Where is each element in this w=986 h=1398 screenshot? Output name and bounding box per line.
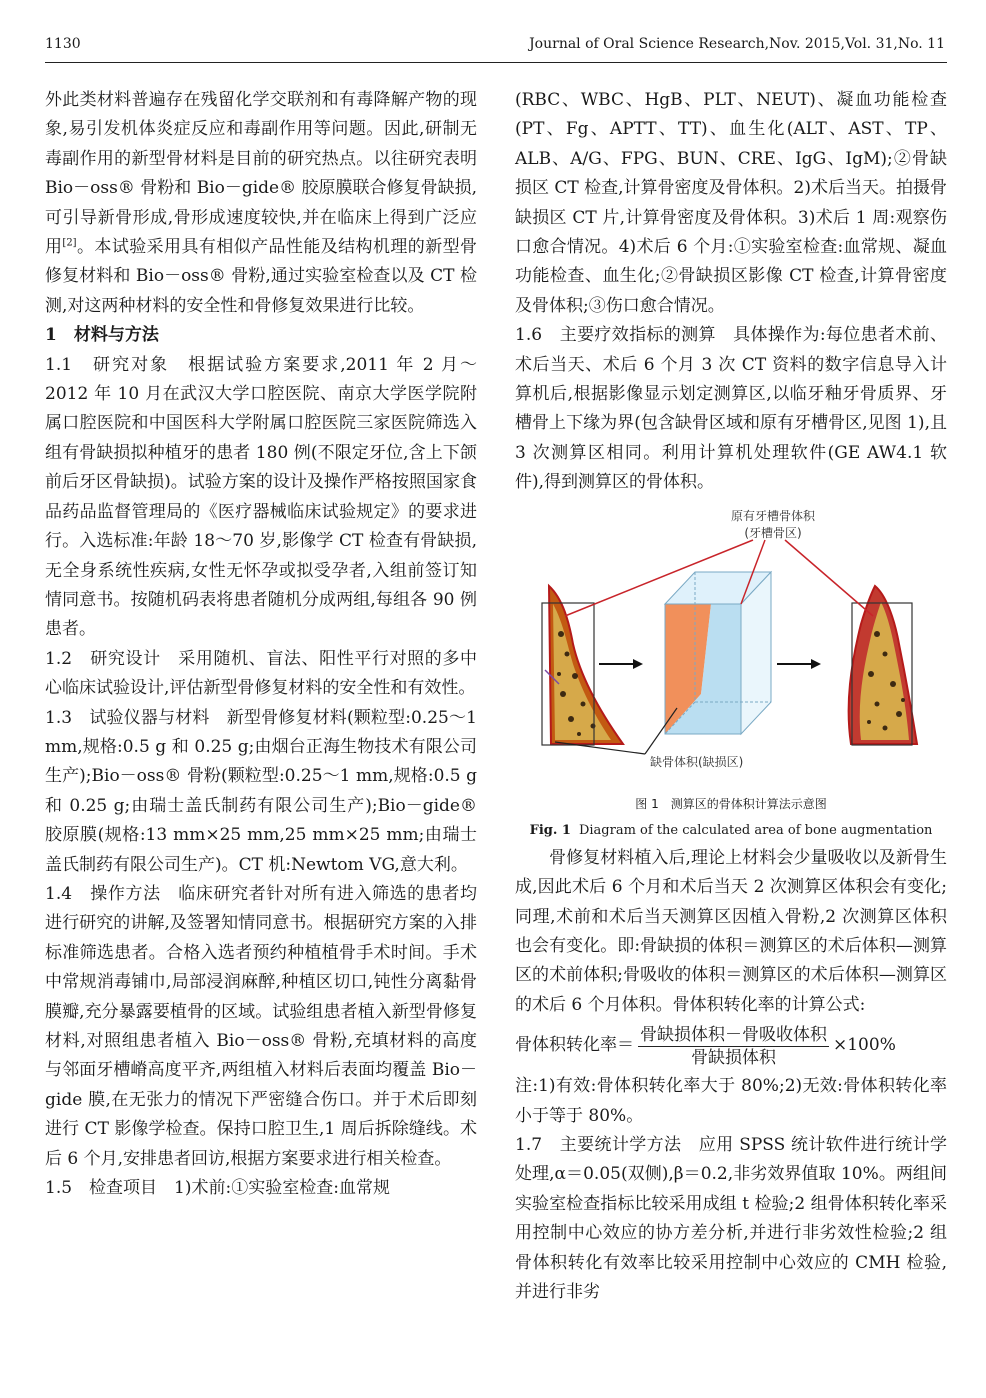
section-1-2: [45, 645, 477, 704]
reference-mark: [2]: [62, 237, 77, 249]
section-text-1-1: 根据试验方案要求,2011 年 2 月～2012 年 10 月在武汉大学口腔医院、南京大学医学院附属口腔医院和中国医科大学附属口腔医院三家医院筛选入组有骨缺损拟种植牙的患者 180 例(不限定牙位,含上下颌前后牙区骨缺损)。试验方案的设计及操作严格按照国家食品药品监督管理局的《医疗器械临床试验规定》的要求进行。入选标准:年龄 18～70 岁,影像学 CT 检查有骨缺损,无全身系统性疾病,女性无怀孕或拟受孕者,入组前签订知情同意书。按随机码表将患者随机分成两组,每组各 90 例患者。: [45, 354, 477, 640]
box-arrow-head: [811, 659, 821, 669]
section-1-7: [515, 1131, 947, 1307]
section-text-1-6: 具体操作为:每位患者术前、术后当天、术后 6 个月 3 次 CT 资料的数字信息导入计算机后,根据影像显示划定测算区,以临牙釉牙骨质界、牙槽骨上下缘为界(包含缺骨区域和原有牙槽骨区,见图 1),且 3 次测算区相同。利用计算机处理软件(GE AW4.1 软件),得到测算区的骨体积。: [515, 325, 947, 493]
section-text-1-7: 应用 SPSS 统计软件进行统计学处理,α＝0.05(双侧),β＝0.2,非劣效界值取 10%。两组间实验室检查指标比较采用成组 t 检验;2 组骨体积转化率采用控制中心效应的协方差分析,并进行非劣效性检验;2 组骨体积转化有效率比较采用控制中心效应的 CMH 检验,并进行非劣: [515, 1134, 947, 1302]
formula-denominator: 骨缺损体积: [691, 1047, 776, 1068]
section-title-1-2: 1.2 研究设计: [45, 648, 161, 669]
label-alveolar-region: (牙槽骨区): [744, 525, 802, 540]
volume-paragraph: 骨修复材料植入后,理论上材料会少量吸收以及新骨生成,因此术后 6 个月和术后当天 2 次测算区体积会有变化;同理,术前和术后当天测算区因植入骨粉,2 次测算区体积也会有变化。即:骨缺损的体积＝测算区的术后体积—测算区的术前体积;骨吸收的体积＝测算区的术后体积—测算区的术后 6 个月体积。骨体积转化率的计算公式:: [515, 847, 947, 1015]
formula-rhs: ×100%: [833, 1035, 896, 1056]
figure-caption-en: [515, 816, 947, 845]
intro-text: 外此类材料普遍存在残留化学交联剂和有毒降解产物的现象,易引发机体炎症反应和毒副作用等问题。因此,研制无毒副作用的新型骨材料是目前的研究热点。以往研究表明 Bio－oss® 骨粉和 Bio－gide® 胶原膜联合修复骨缺损,可引导新骨形成,骨形成速度较快,并在临床上得到广泛应用: [45, 90, 477, 258]
figure-1: [515, 504, 947, 844]
formula-lhs: 骨体积转化率＝: [515, 1035, 634, 1056]
label-original-bone-volume: 原有牙槽骨体积: [730, 508, 816, 523]
label-defect-volume: 缺骨体积(缺损区): [650, 754, 744, 769]
formula-fraction: [638, 1024, 829, 1069]
figure-label-en: Fig. 1: [529, 822, 571, 838]
formula-note: 注:1)有效:骨体积转化率大于 80%;2)无效:骨体积转化率小于等于 80%。: [515, 1076, 947, 1126]
left-arrow-head: [633, 659, 643, 669]
section-1-5-continued: (RBC、WBC、HgB、PLT、NEUT)、凝血功能检查(PT、Fg、APTT、TT)、血生化(ALT、AST、TP、ALB、A/G、FPG、BUN、CRE、IgG、IgM);②骨缺损区 CT 检查,计算骨密度及骨体积。2)术后当天。拍摄骨缺损区 CT 片,计算骨密度及骨体积。3)术后 1 周:观察伤口愈合情况。4)术后 6 个月:①实验室检查:血常规、凝血功能检查、血生化;②骨缺损区影像 CT 检查,计算骨密度及骨体积;③伤口愈合情况。: [515, 90, 948, 316]
journal-citation: Journal of Oral Science Research,Nov. 2015,Vol. 31,No. 11: [529, 36, 945, 52]
figure-caption-cn: 图 1 测算区的骨体积计算法示意图: [635, 796, 827, 811]
section-title-1: 1 材料与方法: [45, 325, 159, 346]
section-title-1-3: 1.3 试验仪器与材料: [45, 707, 210, 728]
section-1-4: [45, 880, 477, 1174]
section-title-1-6: 1.6 主要疗效指标的测算: [515, 325, 716, 346]
section-1-6: [515, 321, 947, 497]
conversion-formula: [515, 1020, 947, 1072]
formula-numerator: 骨缺损体积－骨吸收体积: [640, 1024, 827, 1045]
section-title-1-7: 1.7 主要统计学方法: [515, 1134, 682, 1155]
section-title-1-4: 1.4 操作方法: [45, 883, 161, 904]
left-column: [45, 86, 477, 1203]
figure-caption-en-text: Diagram of the calculated area of bone augmentation: [578, 822, 933, 838]
page-header: [45, 36, 945, 58]
page-number: 1130: [45, 36, 81, 52]
right-column: [515, 86, 947, 1307]
intro-paragraph: [45, 86, 477, 321]
section-text-1-4: 临床研究者针对所有进入筛选的患者均进行研究的讲解,及签署知情同意书。根据研究方案的入排标准筛选患者。合格入选者预约种植植骨手术时间。手术中常规消毒铺巾,局部浸润麻醉,种植区切口,钝性分离黏骨膜瓣,充分暴露要植骨的区域。试验组患者植入新型骨修复材料,对照组患者植入 Bio－oss® 骨粉,充填材料的高度与邻面牙槽嵴高度平齐,两组植入材料后表面均覆盖 Bio－gide 膜,在无张力的情况下严密缝合伤口。并于术后即刻进行 CT 影像学检查。保持口腔卫生,1 周后拆除缝线。术后 6 个月,安排患者回访,根据方案要求进行相关检查。: [45, 883, 477, 1169]
section-title-1-5: 1.5 检查项目: [45, 1178, 158, 1199]
section-title-1-1: 1.1 研究对象: [45, 354, 170, 375]
section-1-3: [45, 704, 477, 880]
intro-text-2: 。本试验采用具有相似产品性能及结构机理的新型骨修复材料和 Bio－oss® 骨粉,通过实验室检查以及 CT 检测,对这两种材料的安全性和骨修复效果进行比较。: [45, 237, 478, 316]
section-text-1-3: 新型骨修复材料(颗粒型:0.25～1 mm,规格:0.5 g 和 0.25 g;由烟台正海生物技术有限公司生产);Bio－oss® 骨粉(颗粒型:0.25～1 mm,规格:0.5 g 和 0.25 g;由瑞士盖氏制药有限公司生产);Bio－gide® 胶原膜(规格:13 mm×25 mm,25 mm×25 mm;由瑞士盖氏制药有限公司生产)。CT 机:Newtom VG,意大利。: [45, 707, 477, 875]
section-1-1: [45, 351, 477, 645]
section-text-1-2: 采用随机、盲法、阳性平行对照的多中心临床试验设计,评估新型骨修复材料的安全性和有效性。: [45, 648, 477, 699]
pointer-to-right-bone: [785, 540, 873, 616]
header-rule: [45, 62, 947, 63]
section-text-1-5: 1)术前:①实验室检查:血常规: [157, 1178, 390, 1199]
section-1-5: [45, 1174, 477, 1203]
